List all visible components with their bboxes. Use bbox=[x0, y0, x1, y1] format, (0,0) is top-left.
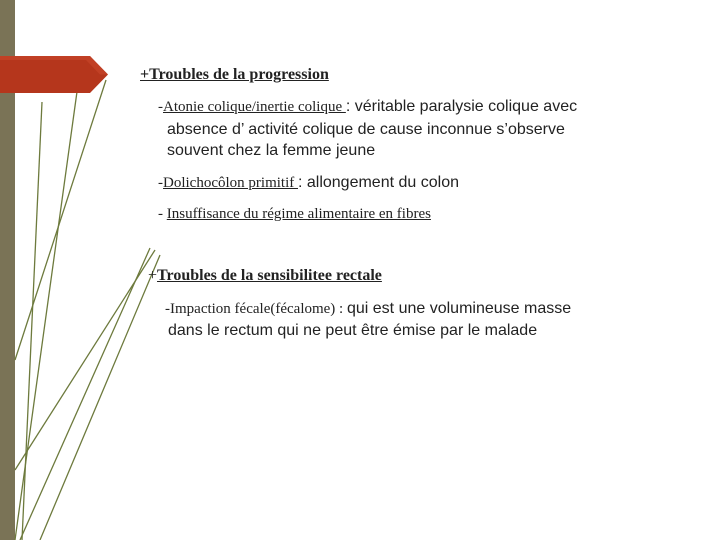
item-atonie-term: Atonie colique/inertie colique bbox=[163, 99, 346, 115]
deco-line-6 bbox=[15, 80, 106, 360]
item-dolichocolon-desc: allongement du colon bbox=[306, 174, 459, 191]
item-insuffisance bbox=[158, 206, 431, 223]
section2-heading-text: Troubles de la sensibilitee rectale bbox=[157, 267, 382, 284]
deco-line-2 bbox=[22, 102, 42, 540]
item-insuffisance-term: Insuffisance du régime alimentaire en fibres bbox=[166, 206, 431, 222]
section2-heading-prefix: + bbox=[148, 267, 158, 284]
deco-line-5 bbox=[40, 255, 160, 540]
item-atonie-line3: souvent chez la femme jeune bbox=[167, 142, 376, 159]
item-dolichocolon bbox=[158, 174, 459, 192]
section1-heading bbox=[140, 66, 329, 84]
item-dolichocolon-prefix: - bbox=[158, 175, 163, 191]
deco-line-4 bbox=[20, 248, 150, 540]
item-impaction-desc1: qui est une volumineuse masse bbox=[346, 300, 572, 317]
item-atonie-desc1: véritable paralysie colique avec bbox=[354, 98, 578, 115]
section2-heading bbox=[148, 267, 382, 285]
item-insuffisance-prefix: - bbox=[158, 206, 167, 222]
item-dolichocolon-term: Dolichocôlon primitif bbox=[163, 175, 298, 191]
section1-heading-text: +Troubles de la progression bbox=[140, 66, 329, 83]
item-impaction-line1 bbox=[165, 300, 571, 318]
item-atonie-line1 bbox=[158, 98, 577, 116]
item-atonie-colon: : bbox=[345, 98, 355, 115]
item-atonie-prefix: - bbox=[158, 99, 163, 115]
item-dolichocolon-colon: : bbox=[297, 174, 307, 191]
red-tab-marker bbox=[0, 56, 108, 93]
item-atonie-line2: absence d’ activité colique de cause inconnue s’observe bbox=[167, 121, 565, 138]
item-impaction-line2: dans le rectum qui ne peut être émise par le malade bbox=[168, 322, 538, 339]
item-impaction-term: -Impaction fécale(fécalome) : bbox=[165, 301, 347, 317]
